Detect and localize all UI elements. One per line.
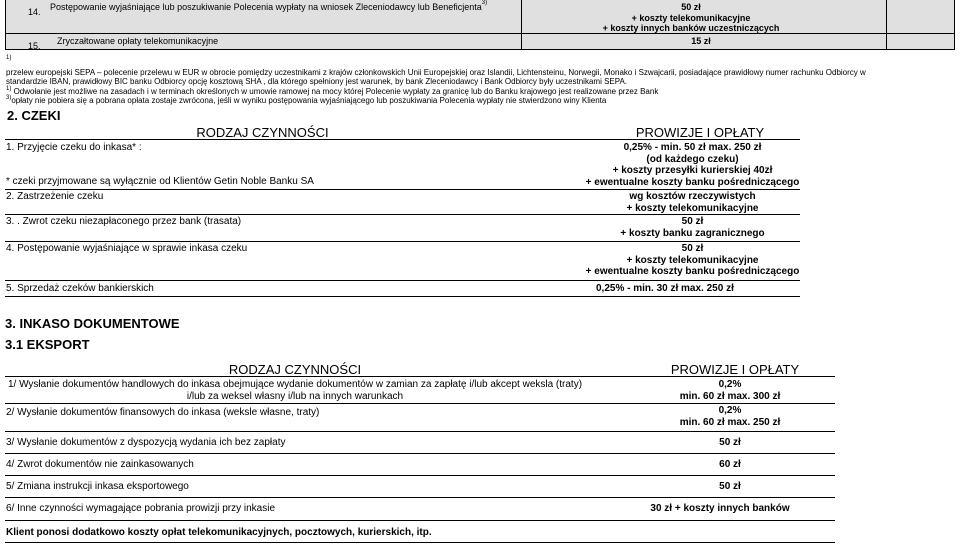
czeki-row-1-note: * czeki przyjmowane są wyłącznie od Klientów Getin Noble Banku SA [6, 176, 314, 187]
column-header-activity: RODZAJ CZYNNOŚCI [228, 362, 362, 377]
eksport-row-2-label: 2/ Wysłanie dokumentów finansowych do inkasa (weksle własne, traty) [6, 407, 320, 418]
czeki-table [5, 125, 800, 295]
eksport-row-2-fee: 0,2% min. 60 zł max. 250 zł [679, 405, 781, 428]
row-divider [5, 189, 800, 190]
row14-fee: 50 zł + koszty telekomunikacyjne + koszty innych banków uczestniczących [602, 2, 780, 33]
row-divider [5, 431, 835, 432]
eksport-row-3-fee: 50 zł [719, 437, 741, 448]
czeki-row-3-label: 3. . Zwrot czeku niezapłaconego przez bank (trasata) [6, 216, 242, 227]
czeki-row-2-fee: wg kosztów rzeczywistych + koszty telekomunikacyjne [626, 191, 759, 214]
section-heading-czeki: 2. CZEKI [7, 108, 61, 123]
czeki-row-4-label: 4. Postępowanie wyjaśniające w sprawie inkasa czeku [6, 243, 248, 254]
column-divider [521, 0, 522, 49]
header-divider [5, 139, 800, 140]
row-divider [5, 542, 835, 543]
eksport-row-3-label: 3/ Wysłanie dokumentów z dyspozycją wydania ich bez zapłaty [6, 437, 286, 448]
eksport-row-6-fee: 30 zł + koszty innych banków [650, 503, 790, 514]
eksport-row-5-label: 5/ Zmiana instrukcji inkasa eksportowego [6, 481, 189, 492]
row14-description: Postępowanie wyjaśniające lub poszukiwanie Polecenia wypłaty na wniosek Zleceniodawcy lub Beneficjenta$^{3)}$ [50, 0, 488, 12]
row15-number: 15. [28, 41, 41, 51]
subsection-heading-eksport: 3.1 EKSPORT [5, 337, 90, 352]
row-divider [5, 475, 835, 476]
row-divider [6, 33, 954, 34]
czeki-row-5-fee: 0,25% - min. 30 zł max. 250 zł [596, 283, 734, 294]
row-divider [5, 296, 800, 297]
czeki-row-3-fee: 50 zł + koszty banku zagranicznego [620, 216, 765, 239]
row-divider [5, 497, 835, 498]
czeki-row-1-fee: 0,25% - min. 50 zł max. 250 zł (od każdego czeku) + koszty przesyłki kurierskiej 40zł + ewentualne koszty banku pośredniczącego [585, 142, 800, 188]
eksport-footer-note: Klient ponosi dodatkowo koszty opłat telekomunikacyjnych, pocztowych, kurierskich, itp. [6, 527, 432, 538]
column-header-fees: PROWIZJE I OPŁATY [670, 362, 800, 377]
eksport-row-1-fee: 0,2% min. 60 zł max. 300 zł [679, 379, 781, 402]
czeki-row-4-fee: 50 zł + koszty telekomunikacyjne + ewentualne koszty banku pośredniczącego [585, 243, 800, 277]
czeki-row-1-label: 1. Przyjęcie czeku do inkasa* : [6, 142, 142, 153]
row-divider [5, 403, 835, 404]
eksport-row-5-fee: 50 zł [719, 481, 741, 492]
row14-number: 14. [28, 7, 41, 17]
eksport-row-4-fee: 60 zł [719, 459, 741, 470]
footnote-sepa: $^{1)}$ przelew europejski SEPA – polecenie przelewu w EUR w obrocie pomiędzy uczestnikami z krajów członkowskich Unii Europejskiej oraz Islandii, Lichtensteinu, Norwegii, Monako i Szwajcarii, posiadające prawidłowy numer rachunku Odbiorcy w standardzie IBAN, prawidłowy BIC banku Odbiorcy opcję kosztową SHA , dla którego spełniony jest warunek, by bank Zleceniodawcy i Bank Odbiorcy były uczestnikami SEPA. $^{1)}$ Odwołanie jest możliwe na zasadach i w terminach określonych w umowie ramowej na mocy której Polecenie wypłaty za granicę lub do Banku krajowego jest realizowane przez Bank $^{3)}$opłaty nie pobiera się a pobrana opłata zostaje zwrócona, jeśli w wyniku postępowania wyjaśniającego lub poszukiwania Polecenia wypłaty nie stwierdzono winy Klienta [6, 55, 866, 105]
column-header-activity: RODZAJ CZYNNOŚCI [196, 125, 329, 140]
eksport-row-4-label: 4/ Zwrot dokumentów nie zainkasowanych [6, 459, 194, 470]
eksport-row-6-label: 6/ Inne czynności wymagające pobrania prowizji przy inkasie [6, 503, 276, 514]
column-divider [886, 0, 887, 49]
section-heading-inkaso: 3. INKASO DOKUMENTOWE [5, 316, 180, 331]
header-divider [5, 376, 835, 377]
row-divider [5, 520, 835, 521]
column-header-fees: PROWIZJE I OPŁATY [635, 125, 765, 140]
eksport-row-1-label: 1/ Wysłanie dokumentów handlowych do inkasa obejmujące wydanie dokumentów w zamian za zapłatę i/lub akcept weksla (traty) i/lub za weksel własny i/lub na innych warunkach [7, 379, 583, 402]
czeki-row-5-label: 5. Sprzedaż czeków bankierskich [6, 283, 154, 294]
czeki-row-2-label: 2. Zastrzeżenie czeku [6, 191, 104, 202]
row-divider [5, 453, 835, 454]
row-divider [5, 214, 800, 215]
top-fee-table [5, 0, 955, 50]
row15-description: Zryczałtowane opłaty telekomunikacyjne [57, 36, 219, 46]
eksport-table [5, 362, 835, 548]
row15-fee: 15 zł [691, 36, 711, 46]
row-divider [5, 241, 800, 242]
row-divider [5, 280, 800, 281]
